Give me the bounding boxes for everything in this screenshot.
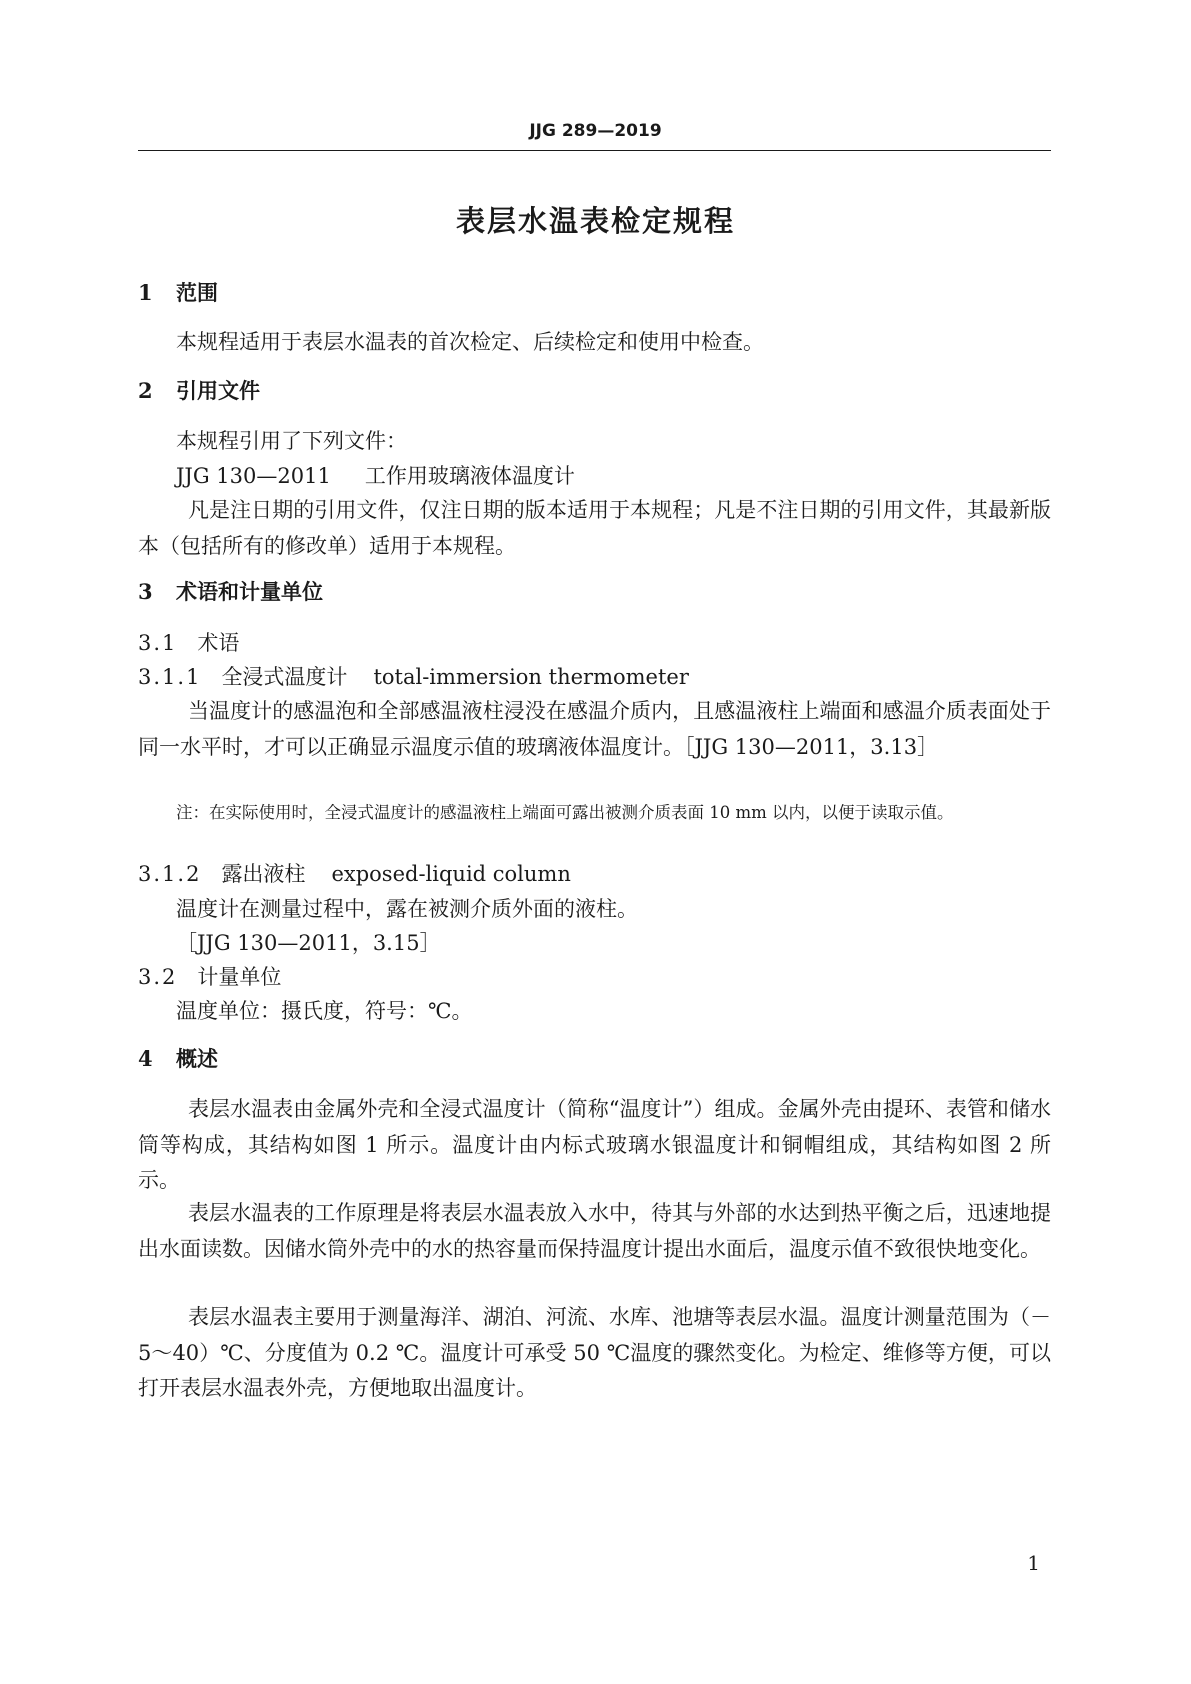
section-3-heading [138,575,323,609]
subsection-3-2 [138,960,281,994]
page-number: 1 [1027,1551,1040,1575]
term-definition-exposed-column: 温度计在测量过程中，露在被测介质外面的液柱。 [176,897,638,921]
term-cn: 露出液柱 [221,862,306,886]
section-title: 术语和计量单位 [176,580,323,604]
section-number: 4 [138,1046,153,1071]
section-title: 范围 [176,281,218,305]
section-1-heading [138,276,218,310]
section-number: 3 [138,579,153,604]
header-rule [138,150,1051,151]
subsection-number: 3.1 [138,631,178,655]
section-number: 2 [138,378,153,403]
overview-paragraph-3: 表层水温表主要用于测量海洋、湖泊、河流、水库、池塘等表层水温。温度计测量范围为（－5～40）℃、分度值为 0.2 ℃。温度计可承受 50 ℃温度的骤然变化。为检定、维修等方便，可以打开表层水温表外壳，方便地取出温度计。 [138,1305,1051,1400]
references-paragraph: 凡是注日期的引用文件，仅注日期的版本适用于本规程；凡是不注日期的引用文件，其最新版本（包括所有的修改单）适用于本规程。 [138,498,1051,558]
term-reference: ［JJG 130—2011，3.15］ [176,931,441,955]
document-title: 表层水温表检定规程 [455,204,735,238]
overview-paragraph-1: 表层水温表由金属外壳和全浸式温度计（简称“温度计”）组成。金属外壳由提环、表管和储水筒等构成，其结构如图 1 所示。温度计由内标式玻璃水银温度计和铜帽组成，其结构如图 2 所示。 [138,1097,1051,1192]
term-cn: 全浸式温度计 [221,665,348,689]
subsection-number: 3.1.2 [138,862,202,886]
subsection-title: 术语 [197,631,240,655]
reference-title: 工作用玻璃液体温度计 [364,464,575,488]
subsection-number: 3.1.1 [138,665,202,689]
term-definition-total-immersion: 当温度计的感温泡和全部感温液柱浸没在感温介质内，且感温液柱上端面和感温介质表面处于同一水平时，才可以正确显示温度示值的玻璃液体温度计。［JJG 130—2011，3.13］ [138,699,1051,759]
overview-paragraph-2: 表层水温表的工作原理是将表层水温表放入水中，待其与外部的水达到热平衡之后，迅速地提出水面读数。因储水筒外壳中的水的热容量而保持温度计提出水面后，温度示值不致很快地变化。 [138,1201,1051,1261]
section-title: 引用文件 [176,379,260,403]
term-en: total-immersion thermometer [373,665,689,689]
subsection-3-1-2 [138,857,571,891]
term-en: exposed-liquid column [331,862,571,886]
section-title: 概述 [176,1047,218,1071]
reference-code: JJG 130—2011 [176,464,331,488]
standard-code-header: JJG 289—2019 [529,121,662,141]
section-number: 1 [138,280,153,305]
section-2-heading [138,374,260,408]
subsection-3-1-1 [138,660,689,694]
unit-text: 温度单位：摄氏度，符号：℃。 [176,999,473,1023]
subsection-3-1 [138,626,239,660]
subsection-number: 3.2 [138,965,178,989]
subsection-title: 计量单位 [197,965,282,989]
term-note: 注：在实际使用时，全浸式温度计的感温液柱上端面可露出被测介质表面 10 mm 以内，以便于读取示值。 [176,803,954,822]
reference-item [176,459,575,493]
section-4-heading [138,1042,218,1076]
scope-text: 本规程适用于表层水温表的首次检定、后续检定和使用中检查。 [176,330,764,354]
references-intro: 本规程引用了下列文件： [176,429,407,453]
